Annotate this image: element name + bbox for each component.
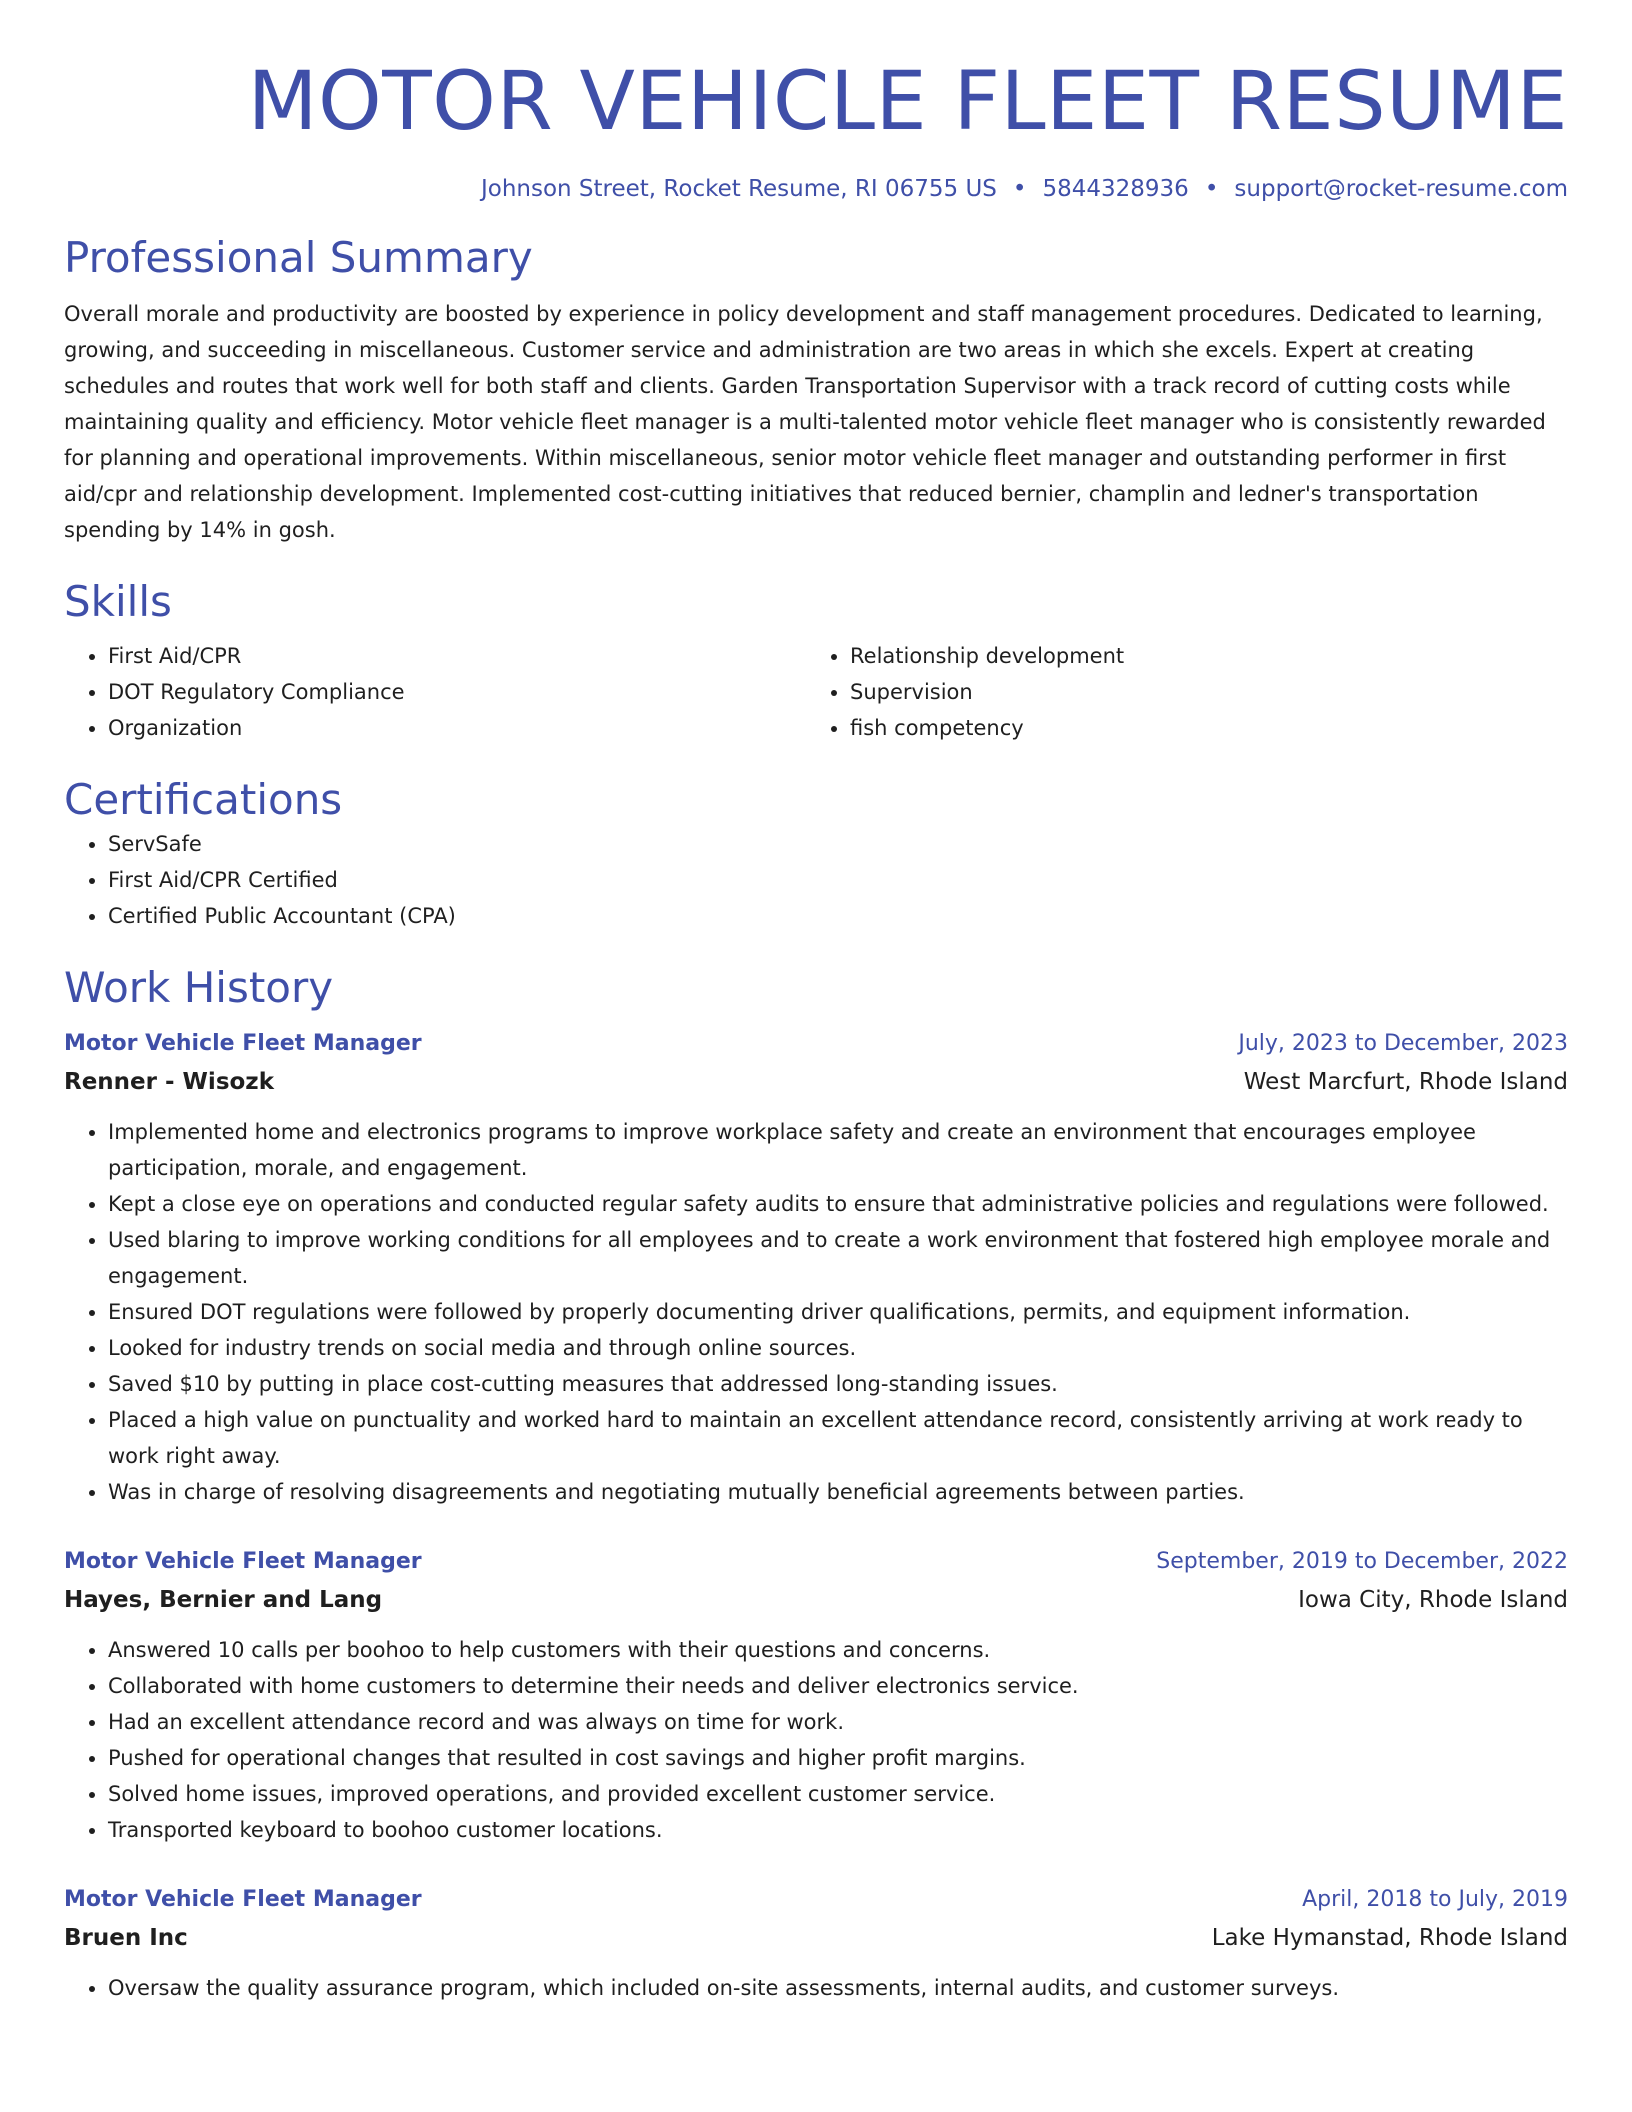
job-dates: April, 2018 to July, 2019 xyxy=(1302,1887,1568,1912)
section-title-skills: Skills xyxy=(64,577,172,626)
summary-text: Overall morale and productivity are boosted by experience in policy development and staff management procedures. Dedicated to learning, growing, and succeeding in miscellaneous. Customer service and administration are two areas in which she excels. Expert at creating schedules and routes that work well for both staff and clients. Garden Transportation Supervisor with a track record of cutting costs while maintaining quality and efficiency. Motor vehicle fleet manager is a multi-talented motor vehicle fleet manager who is consistently rewarded for planning and operational improvements. Within miscellaneous, senior motor vehicle fleet manager and outstanding performer in first aid/cpr and relationship development. Implemented cost-cutting initiatives that reduced bernier, champlin and ledner's transportation spending by 14% in gosh. xyxy=(64,302,1546,542)
job-bullet: • Ensured DOT regulations were followed by properly documenting driver qualifications, permits, and equipment information. xyxy=(108,1294,1568,1330)
job-title: Motor Vehicle Fleet Manager xyxy=(64,1549,422,1574)
certification-item: • First Aid/CPR Certified xyxy=(108,862,1568,898)
certifications-list xyxy=(64,826,1568,934)
job-bullet: • Answered 10 calls per boohoo to help customers with their questions and concerns. xyxy=(108,1632,1568,1668)
job-bullets xyxy=(64,1632,1568,1848)
job-bullet: • Saved $10 by putting in place cost-cutting measures that addressed long-standing issues. xyxy=(108,1366,1568,1402)
job-location: Iowa City, Rhode Island xyxy=(1298,1587,1568,1613)
job-company: Hayes, Bernier and Lang xyxy=(64,1587,383,1613)
skill-item: • DOT Regulatory Compliance xyxy=(108,674,806,710)
skill-item: • fish competency xyxy=(850,710,1548,746)
job-bullet: • Solved home issues, improved operations, and provided excellent customer service. xyxy=(108,1776,1568,1812)
job-company: Bruen Inc xyxy=(64,1925,188,1951)
contact-separator: • xyxy=(1204,176,1219,202)
job-bullet: • Kept a close eye on operations and conducted regular safety audits to ensure that administrative policies and regulations were followed. xyxy=(108,1186,1568,1222)
job-bullet: • Had an excellent attendance record and was always on time for work. xyxy=(108,1704,1568,1740)
job-bullet: • Placed a high value on punctuality and worked hard to maintain an excellent attendance record, consistently arriving at work ready to work right away. xyxy=(108,1402,1568,1474)
section-title-certifications: Certifications xyxy=(64,775,343,824)
contact-email: support@rocket-resume.com xyxy=(1234,176,1568,202)
job-bullet: • Oversaw the quality assurance program, which included on-site assessments, internal audits, and customer surveys. xyxy=(108,1970,1568,2006)
skill-item: • Supervision xyxy=(850,674,1548,710)
job-bullet: • Implemented home and electronics programs to improve workplace safety and create an environment that encourages employee participation, morale, and engagement. xyxy=(108,1114,1568,1186)
job-location: Lake Hymanstad, Rhode Island xyxy=(1211,1925,1568,1951)
job-bullets xyxy=(64,1114,1568,1510)
skills-column-right xyxy=(806,638,1548,746)
section-title-summary: Professional Summary xyxy=(64,233,533,282)
job-entry xyxy=(64,1026,1568,1510)
skills-column-left xyxy=(64,638,806,746)
job-bullet: • Looked for industry trends on social media and through online sources. xyxy=(108,1330,1568,1366)
job-bullet: • Used blaring to improve working conditions for all employees and to create a work environment that fostered high employee morale and engagement. xyxy=(108,1222,1568,1294)
certification-item: • ServSafe xyxy=(108,826,1568,862)
skill-item: • First Aid/CPR xyxy=(108,638,806,674)
resume-page xyxy=(64,0,1568,2006)
job-title: Motor Vehicle Fleet Manager xyxy=(64,1887,422,1912)
job-entry xyxy=(64,1544,1568,1848)
job-bullet: • Transported keyboard to boohoo customer locations. xyxy=(108,1812,1568,1848)
job-location: West Marcfurt, Rhode Island xyxy=(1243,1069,1568,1095)
certification-item: • Certified Public Accountant (CPA) xyxy=(108,898,1568,934)
contact-address: Johnson Street, Rocket Resume, RI 06755 US xyxy=(480,176,997,202)
job-dates: July, 2023 to December, 2023 xyxy=(1238,1031,1568,1056)
job-bullet: • Was in charge of resolving disagreements and negotiating mutually beneficial agreements between parties. xyxy=(108,1474,1568,1510)
skill-item: • Organization xyxy=(108,710,806,746)
job-bullets xyxy=(64,1970,1568,2006)
section-title-work-history: Work History xyxy=(64,963,334,1012)
skills-list xyxy=(64,638,1568,746)
contact-separator: • xyxy=(1012,176,1027,202)
job-company: Renner - Wisozk xyxy=(64,1069,274,1095)
skill-item: • Relationship development xyxy=(850,638,1548,674)
resume-title: MOTOR VEHICLE FLEET RESUME xyxy=(247,55,1568,149)
contact-phone: 5844328936 xyxy=(1042,176,1189,202)
job-bullet: • Collaborated with home customers to determine their needs and deliver electronics service. xyxy=(108,1668,1568,1704)
job-bullet: • Pushed for operational changes that resulted in cost savings and higher profit margins. xyxy=(108,1740,1568,1776)
contact-line xyxy=(64,174,1568,204)
job-entry xyxy=(64,1882,1568,2006)
job-title: Motor Vehicle Fleet Manager xyxy=(64,1031,422,1056)
job-dates: September, 2019 to December, 2022 xyxy=(1156,1549,1568,1574)
